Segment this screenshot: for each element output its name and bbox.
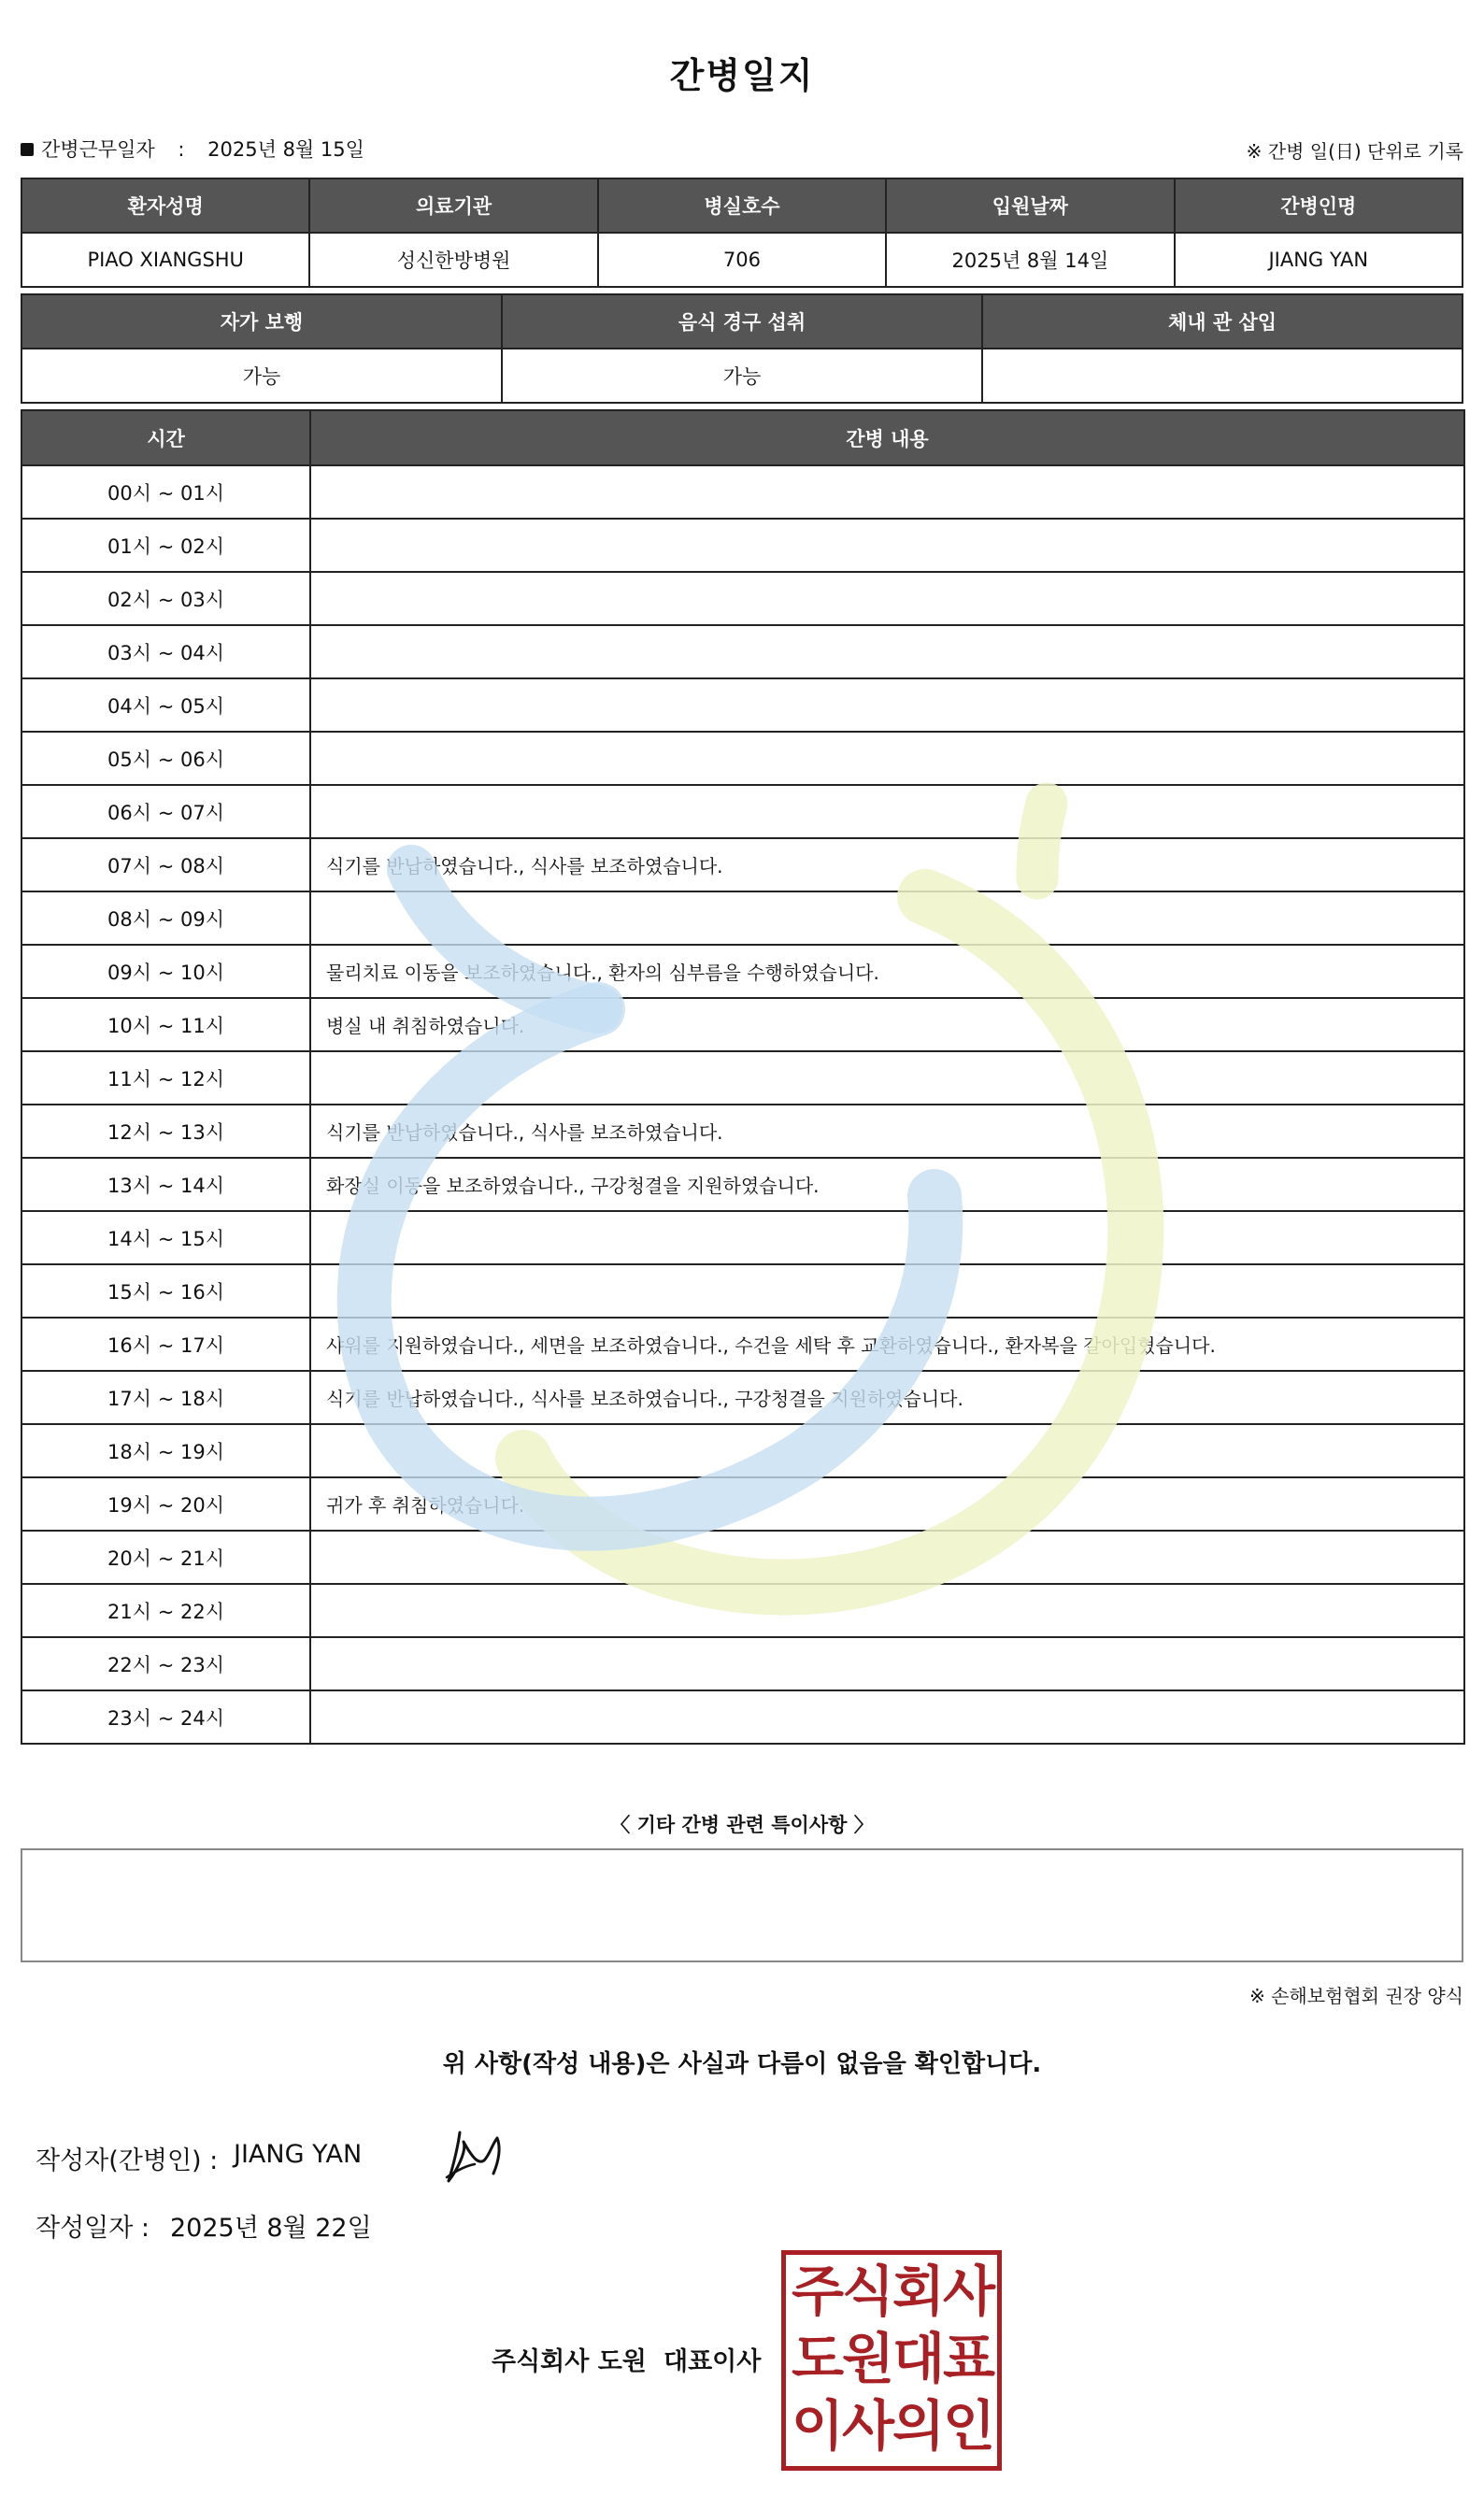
square-bullet-icon bbox=[21, 143, 34, 156]
care-content bbox=[310, 519, 1464, 572]
association-note: ※ 손해보험협회 권장 양식 bbox=[1249, 1985, 1463, 2007]
schedule-row bbox=[21, 1105, 1464, 1158]
work-date-separator: : bbox=[178, 138, 185, 161]
schedule-row bbox=[21, 1637, 1464, 1690]
time-slot: 08시 ~ 09시 bbox=[21, 891, 310, 945]
seal-glyph: 회 bbox=[892, 2260, 946, 2323]
care-content: 식기를 반납하였습니다., 식사를 보조하였습니다. bbox=[310, 838, 1464, 891]
care-content: 귀가 후 취침하였습니다. bbox=[310, 1477, 1464, 1531]
schedule-row bbox=[21, 1424, 1464, 1477]
company-seal-stamp bbox=[781, 2250, 1002, 2471]
care-content bbox=[310, 572, 1464, 625]
care-schedule-table bbox=[21, 409, 1465, 1745]
schedule-row bbox=[21, 785, 1464, 838]
schedule-row bbox=[21, 891, 1464, 945]
admission-date: 2025년 8월 14일 bbox=[886, 233, 1174, 287]
care-content: 화장실 이동을 보조하였습니다., 구강청결을 지원하였습니다. bbox=[310, 1158, 1464, 1211]
care-content bbox=[310, 1424, 1464, 1477]
schedule-row bbox=[21, 572, 1464, 625]
care-content bbox=[310, 785, 1464, 838]
oral-intake-value: 가능 bbox=[502, 349, 982, 403]
schedule-row bbox=[21, 1318, 1464, 1371]
header-room: 병실호수 bbox=[598, 178, 886, 233]
time-slot: 07시 ~ 08시 bbox=[21, 838, 310, 891]
time-slot: 05시 ~ 06시 bbox=[21, 732, 310, 785]
time-slot: 13시 ~ 14시 bbox=[21, 1158, 310, 1211]
care-content bbox=[310, 1690, 1464, 1744]
care-content bbox=[310, 1211, 1464, 1264]
patient-info-table bbox=[21, 178, 1463, 288]
remarks-title: 〈 기타 간병 관련 특이사항 〉 bbox=[610, 1814, 874, 1836]
header-care-content: 간병 내용 bbox=[310, 410, 1464, 465]
room-number: 706 bbox=[598, 233, 886, 287]
time-slot: 14시 ~ 15시 bbox=[21, 1211, 310, 1264]
patient-status-table bbox=[21, 293, 1463, 404]
header-oral-intake: 음식 경구 섭취 bbox=[502, 294, 982, 349]
hospital: 성신한방병원 bbox=[309, 233, 597, 287]
schedule-row bbox=[21, 1371, 1464, 1424]
self-walking-value: 가능 bbox=[21, 349, 502, 403]
seal-glyph: 인 bbox=[943, 2394, 996, 2458]
seal-glyph: 의 bbox=[892, 2394, 946, 2458]
time-slot: 00시 ~ 01시 bbox=[21, 465, 310, 519]
patient-name: PIAO XIANGSHU bbox=[21, 233, 309, 287]
care-content bbox=[310, 1051, 1464, 1105]
unit-note: ※ 간병 일(日) 단위로 기록 bbox=[1246, 140, 1463, 163]
time-slot: 02시 ~ 03시 bbox=[21, 572, 310, 625]
time-slot: 11시 ~ 12시 bbox=[21, 1051, 310, 1105]
time-slot: 21시 ~ 22시 bbox=[21, 1584, 310, 1637]
tube-insertion-value bbox=[982, 349, 1463, 403]
schedule-row bbox=[21, 1690, 1464, 1744]
schedule-row bbox=[21, 1264, 1464, 1318]
schedule-row bbox=[21, 1531, 1464, 1584]
care-content: 병실 내 취침하였습니다. bbox=[310, 998, 1464, 1051]
handwritten-signature bbox=[443, 2123, 518, 2188]
care-content bbox=[310, 678, 1464, 732]
schedule-row bbox=[21, 625, 1464, 678]
work-date bbox=[21, 135, 364, 163]
time-slot: 18시 ~ 19시 bbox=[21, 1424, 310, 1477]
care-content: 물리치료 이동을 보조하였습니다., 환자의 심부름을 수행하였습니다. bbox=[310, 945, 1464, 998]
seal-glyph: 이 bbox=[792, 2394, 845, 2458]
care-content bbox=[310, 1264, 1464, 1318]
writer-label: 작성자(간병인) : bbox=[36, 2146, 219, 2175]
representative-title: 대표이사 bbox=[664, 2347, 762, 2376]
schedule-row bbox=[21, 678, 1464, 732]
write-date-label: 작성일자 : bbox=[36, 2214, 150, 2243]
caregiver-name: JIANG YAN bbox=[1175, 233, 1463, 287]
time-slot: 09시 ~ 10시 bbox=[21, 945, 310, 998]
seal-glyph: 식 bbox=[842, 2260, 895, 2323]
schedule-row bbox=[21, 945, 1464, 998]
time-slot: 22시 ~ 23시 bbox=[21, 1637, 310, 1690]
header-patient-name: 환자성명 bbox=[21, 178, 309, 233]
header-admission-date: 입원날짜 bbox=[886, 178, 1174, 233]
seal-glyph: 사 bbox=[943, 2260, 996, 2323]
header-tube-insertion: 체내 관 삽입 bbox=[982, 294, 1463, 349]
page-title: 간병일지 bbox=[669, 55, 815, 96]
schedule-row bbox=[21, 1584, 1464, 1637]
schedule-row bbox=[21, 1158, 1464, 1211]
time-slot: 04시 ~ 05시 bbox=[21, 678, 310, 732]
care-content bbox=[310, 732, 1464, 785]
time-slot: 06시 ~ 07시 bbox=[21, 785, 310, 838]
care-content bbox=[310, 891, 1464, 945]
time-slot: 15시 ~ 16시 bbox=[21, 1264, 310, 1318]
schedule-row bbox=[21, 998, 1464, 1051]
seal-glyph: 대 bbox=[892, 2327, 946, 2390]
care-content bbox=[310, 465, 1464, 519]
time-slot: 23시 ~ 24시 bbox=[21, 1690, 310, 1744]
work-date-label: 간병근무일자 bbox=[41, 138, 155, 161]
schedule-row bbox=[21, 838, 1464, 891]
time-slot: 16시 ~ 17시 bbox=[21, 1318, 310, 1371]
seal-glyph: 도 bbox=[792, 2327, 845, 2390]
time-slot: 03시 ~ 04시 bbox=[21, 625, 310, 678]
header-hospital: 의료기관 bbox=[309, 178, 597, 233]
header-time: 시간 bbox=[21, 410, 310, 465]
schedule-row bbox=[21, 1211, 1464, 1264]
header-self-walking: 자가 보행 bbox=[21, 294, 502, 349]
care-content bbox=[310, 1531, 1464, 1584]
time-slot: 12시 ~ 13시 bbox=[21, 1105, 310, 1158]
care-content: 식기를 반납하였습니다., 식사를 보조하였습니다., 구강청결을 지원하였습니다. bbox=[310, 1371, 1464, 1424]
schedule-row bbox=[21, 1051, 1464, 1105]
schedule-row bbox=[21, 732, 1464, 785]
company-name: 주식회사 도원 bbox=[492, 2347, 647, 2376]
seal-glyph: 사 bbox=[842, 2394, 895, 2458]
writer-name: JIANG YAN bbox=[234, 2140, 363, 2169]
schedule-row bbox=[21, 1477, 1464, 1531]
seal-glyph: 주 bbox=[792, 2260, 845, 2323]
write-date: 2025년 8월 22일 bbox=[170, 2214, 372, 2243]
remarks-box bbox=[21, 1848, 1463, 1962]
care-content: 샤워를 지원하였습니다., 세면을 보조하였습니다., 수건을 세탁 후 교환하였습니다., 환자복을 갈아입혔습니다. bbox=[310, 1318, 1464, 1371]
seal-glyph: 표 bbox=[943, 2327, 996, 2390]
time-slot: 10시 ~ 11시 bbox=[21, 998, 310, 1051]
work-date-value: 2025년 8월 15일 bbox=[207, 138, 364, 161]
schedule-row bbox=[21, 465, 1464, 519]
care-content bbox=[310, 1637, 1464, 1690]
time-slot: 19시 ~ 20시 bbox=[21, 1477, 310, 1531]
seal-glyph: 원 bbox=[842, 2327, 895, 2390]
confirmation-statement: 위 사항(작성 내용)은 사실과 다름이 없음을 확인합니다. bbox=[442, 2050, 1042, 2078]
time-slot: 20시 ~ 21시 bbox=[21, 1531, 310, 1584]
schedule-row bbox=[21, 519, 1464, 572]
header-caregiver-name: 간병인명 bbox=[1175, 178, 1463, 233]
care-content bbox=[310, 1584, 1464, 1637]
time-slot: 17시 ~ 18시 bbox=[21, 1371, 310, 1424]
care-content: 식기를 반납하였습니다., 식사를 보조하였습니다. bbox=[310, 1105, 1464, 1158]
care-content bbox=[310, 625, 1464, 678]
time-slot: 01시 ~ 02시 bbox=[21, 519, 310, 572]
